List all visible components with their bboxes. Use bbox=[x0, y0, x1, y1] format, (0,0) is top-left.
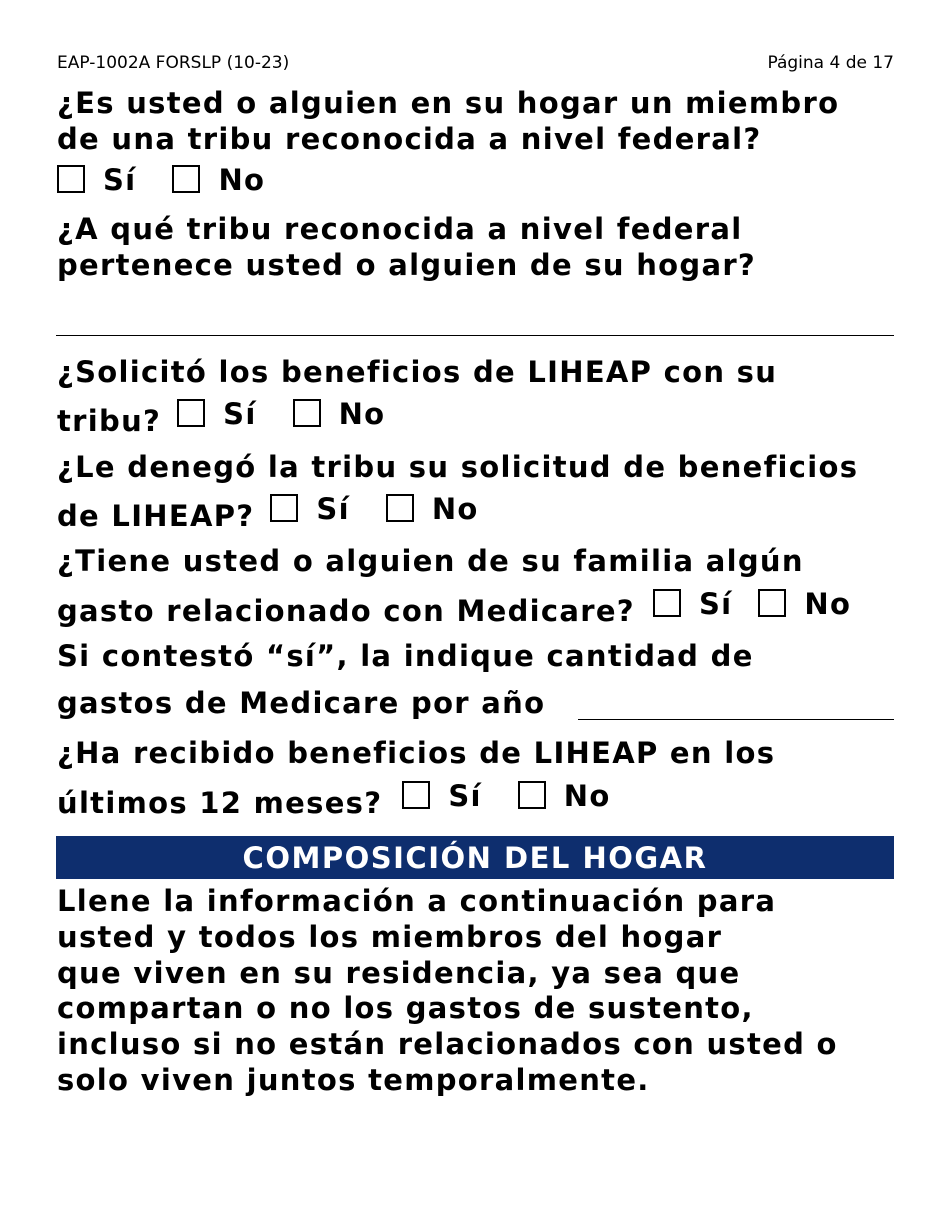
question-medicare-amount-line1: Si contestó “sí”, la indique cantidad de bbox=[57, 639, 754, 673]
yes-label: Sí bbox=[448, 779, 482, 813]
no-label: No bbox=[804, 587, 852, 621]
denied-text: de LIHEAP? bbox=[57, 499, 255, 533]
received-yes-option[interactable] bbox=[402, 779, 481, 813]
checkbox[interactable] bbox=[386, 494, 414, 522]
question-medicare-line1: ¿Tiene usted o alguien de su familia algún bbox=[57, 544, 804, 578]
section-header-household: COMPOSICIÓN DEL HOGAR bbox=[56, 836, 894, 879]
form-id: EAP-1002A FORSLP (10-23) bbox=[57, 53, 290, 73]
question-tribe-member-line2: de una tribu reconocida a nivel federal? bbox=[57, 122, 762, 156]
denied-yes-option[interactable] bbox=[270, 492, 349, 526]
checkbox[interactable] bbox=[172, 165, 200, 193]
checkbox[interactable] bbox=[402, 781, 430, 809]
no-label: No bbox=[218, 163, 266, 197]
question-tribe-member-line1: ¿Es usted o alguien en su hogar un miembro bbox=[57, 86, 840, 120]
no-label: No bbox=[338, 397, 386, 431]
checkbox[interactable] bbox=[270, 494, 298, 522]
yes-label: Sí bbox=[223, 397, 257, 431]
question-which-tribe-line1: ¿A qué tribu reconocida a nivel federal bbox=[57, 212, 743, 246]
checkbox[interactable] bbox=[177, 399, 205, 427]
yes-label: Sí bbox=[103, 163, 137, 197]
question-received-line1: ¿Ha recibido beneficios de LIHEAP en los bbox=[57, 736, 776, 770]
question-received-line2 bbox=[57, 779, 611, 820]
medicare-text: gasto relacionado con Medicare? bbox=[57, 594, 635, 628]
medicare-no-option[interactable] bbox=[758, 587, 851, 621]
question-medicare-line2 bbox=[57, 587, 851, 628]
page-number: Página 4 de 17 bbox=[767, 53, 894, 73]
question-applied-tribe-line2 bbox=[57, 397, 385, 438]
question-applied-tribe-line1: ¿Solicitó los beneficios de LIHEAP con su bbox=[57, 355, 778, 389]
checkbox[interactable] bbox=[653, 589, 681, 617]
which-tribe-answer-line[interactable] bbox=[56, 335, 894, 336]
question-medicare-amount-line2: gastos de Medicare por año bbox=[57, 686, 546, 720]
no-label: No bbox=[563, 779, 611, 813]
tribe-member-no-option[interactable] bbox=[172, 163, 265, 197]
applied-tribe-no-option[interactable] bbox=[293, 397, 386, 431]
medicare-yes-option[interactable] bbox=[653, 587, 732, 621]
applied-tribe-text: tribu? bbox=[57, 404, 162, 438]
checkbox[interactable] bbox=[57, 165, 85, 193]
checkbox[interactable] bbox=[518, 781, 546, 809]
checkbox[interactable] bbox=[758, 589, 786, 617]
yes-label: Sí bbox=[698, 587, 733, 621]
received-no-option[interactable] bbox=[518, 779, 611, 813]
tribe-member-yes-option[interactable] bbox=[57, 163, 136, 197]
section-instructions-line: compartan o no los gastos de sustento, bbox=[57, 991, 754, 1025]
section-instructions-line: usted y todos los miembros del hogar bbox=[57, 920, 723, 954]
section-instructions-line: que viven en su residencia, ya sea que bbox=[57, 956, 741, 990]
received-text: últimos 12 meses? bbox=[57, 786, 383, 820]
applied-tribe-yes-option[interactable] bbox=[177, 397, 256, 431]
no-label: No bbox=[431, 492, 479, 526]
checkbox[interactable] bbox=[293, 399, 321, 427]
yes-label: Sí bbox=[316, 492, 350, 526]
section-instructions-line: solo viven juntos temporalmente. bbox=[57, 1063, 650, 1097]
question-which-tribe-line2: pertenece usted o alguien de su hogar? bbox=[57, 248, 757, 282]
tribe-member-options bbox=[57, 163, 265, 204]
section-instructions-line: incluso si no están relacionados con usted o bbox=[57, 1027, 838, 1061]
medicare-amount-answer-line[interactable] bbox=[578, 719, 894, 720]
question-denied-line1: ¿Le denegó la tribu su solicitud de beneficios bbox=[57, 450, 859, 484]
question-denied-line2 bbox=[57, 492, 479, 533]
denied-no-option[interactable] bbox=[386, 492, 479, 526]
section-instructions-line: Llene la información a continuación para bbox=[57, 884, 777, 918]
